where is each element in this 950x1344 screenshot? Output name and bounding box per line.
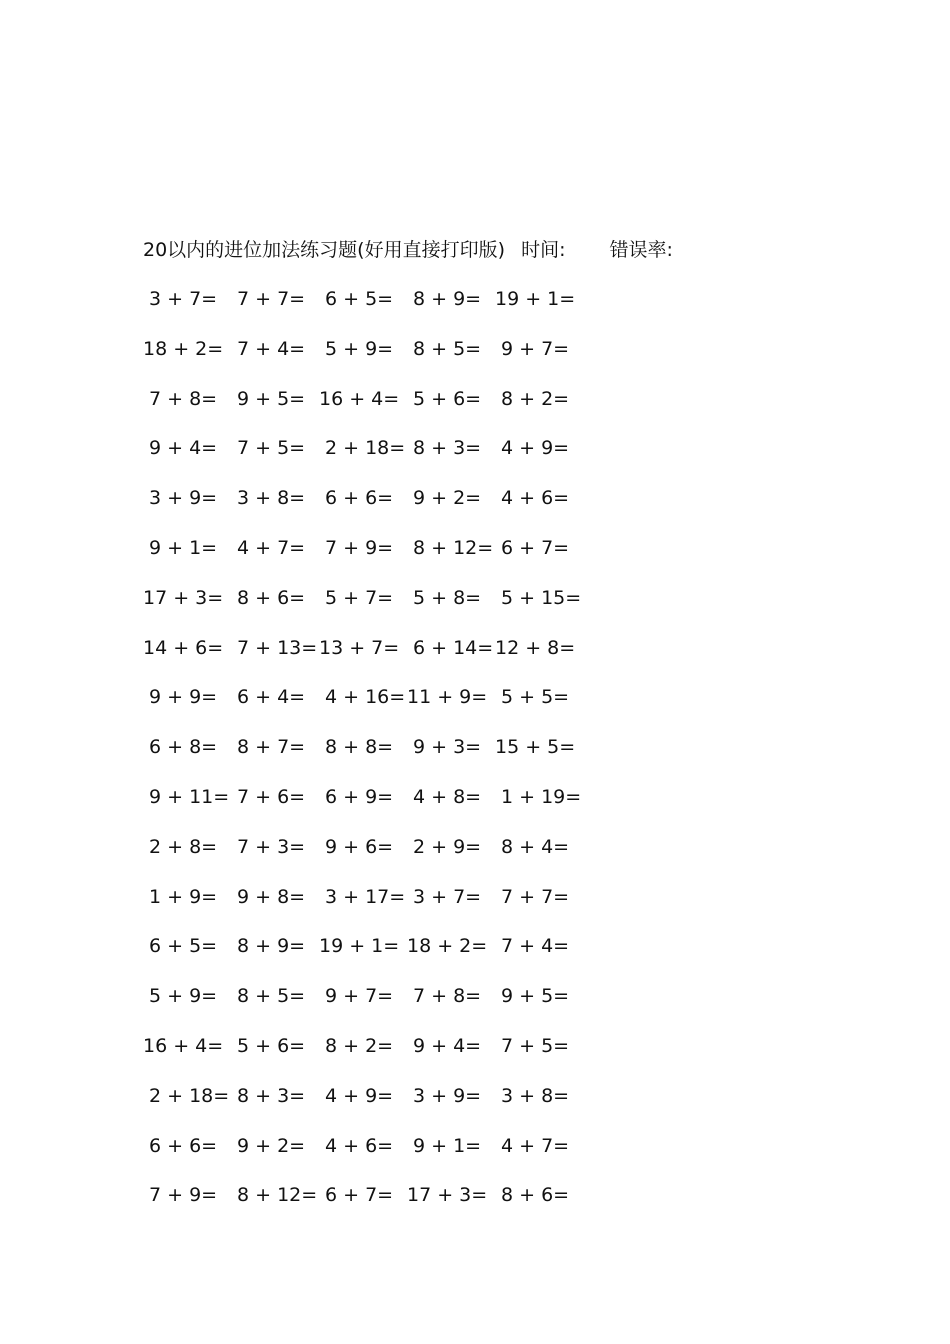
problem-cell: 8 + 12=: [413, 536, 494, 559]
problem-cell: 8 + 2=: [501, 387, 570, 410]
problem-cell: 3 + 8=: [237, 487, 306, 510]
problem-cell: 3 + 8=: [501, 1084, 570, 1107]
problem-cell: 9 + 9=: [149, 686, 218, 709]
problem-cell: 3 + 9=: [413, 1084, 482, 1107]
problem-row: [143, 1032, 623, 1082]
problem-cell: 9 + 8=: [237, 885, 306, 908]
problem-cell: 7 + 5=: [237, 437, 306, 460]
problem-row: [143, 385, 623, 435]
problem-cell: 8 + 4=: [501, 835, 570, 858]
problem-cell: 4 + 7=: [237, 536, 306, 559]
problem-cell: 9 + 1=: [413, 1134, 482, 1157]
problem-cell: 5 + 6=: [413, 387, 482, 410]
problem-cell: 9 + 1=: [149, 536, 218, 559]
problem-cell: 5 + 9=: [149, 985, 218, 1008]
problem-cell: 6 + 5=: [149, 935, 218, 958]
problem-cell: 15 + 5=: [495, 736, 576, 759]
problem-cell: 5 + 7=: [325, 586, 394, 609]
problem-row: [143, 1082, 623, 1132]
problem-cell: 12 + 8=: [495, 636, 576, 659]
problem-cell: 4 + 8=: [413, 785, 482, 808]
problem-row: [143, 484, 623, 534]
problem-cell: 4 + 7=: [501, 1134, 570, 1157]
problem-row: [143, 285, 623, 335]
problem-cell: 3 + 7=: [413, 885, 482, 908]
problem-row: [143, 982, 623, 1032]
problem-cell: 13 + 7=: [319, 636, 400, 659]
time-label: 时间:: [521, 239, 566, 261]
problem-cell: 5 + 6=: [237, 1034, 306, 1057]
problem-cell: 7 + 4=: [237, 337, 306, 360]
problem-cell: 1 + 9=: [149, 885, 218, 908]
problem-cell: 9 + 4=: [413, 1034, 482, 1057]
problem-cell: 8 + 8=: [325, 736, 394, 759]
problem-cell: 2 + 18=: [149, 1084, 230, 1107]
problem-cell: 18 + 2=: [143, 337, 224, 360]
problem-cell: 19 + 1=: [495, 288, 576, 310]
problem-cell: 6 + 14=: [413, 636, 494, 659]
problem-cell: 3 + 9=: [149, 487, 218, 510]
problem-cell: 7 + 7=: [237, 288, 306, 310]
problem-row: [143, 335, 623, 385]
problem-cell: 9 + 11=: [149, 785, 230, 808]
problem-cell: 4 + 6=: [501, 487, 570, 510]
problem-cell: 8 + 7=: [237, 736, 306, 759]
problem-row: [143, 1132, 623, 1182]
problem-cell: 7 + 8=: [413, 985, 482, 1008]
problem-cell: 18 + 2=: [407, 935, 488, 958]
problem-cell: 5 + 5=: [501, 686, 570, 709]
problem-row: [143, 783, 623, 833]
problem-cell: 8 + 3=: [413, 437, 482, 460]
error-rate-label: 错误率:: [609, 239, 673, 261]
problem-cell: 9 + 6=: [325, 835, 394, 858]
problem-cell: 7 + 8=: [149, 387, 218, 410]
problem-grid: [143, 285, 623, 1231]
problem-row: [143, 1181, 623, 1231]
problem-cell: 8 + 9=: [413, 288, 482, 310]
problem-cell: 6 + 8=: [149, 736, 218, 759]
problem-row: [143, 584, 623, 634]
problem-cell: 1 + 19=: [501, 785, 582, 808]
problem-cell: 7 + 6=: [237, 785, 306, 808]
problem-cell: 8 + 9=: [237, 935, 306, 958]
problem-cell: 11 + 9=: [407, 686, 488, 709]
problem-cell: 6 + 4=: [237, 686, 306, 709]
worksheet-header: [143, 236, 673, 264]
problem-cell: 6 + 7=: [325, 1184, 394, 1207]
problem-cell: 7 + 9=: [149, 1184, 218, 1207]
problem-cell: 4 + 9=: [501, 437, 570, 460]
problem-cell: 8 + 6=: [237, 586, 306, 609]
problem-cell: 7 + 4=: [501, 935, 570, 958]
problem-cell: 4 + 9=: [325, 1084, 394, 1107]
problem-row: [143, 434, 623, 484]
problem-cell: 7 + 13=: [237, 636, 318, 659]
problem-cell: 4 + 6=: [325, 1134, 394, 1157]
problem-cell: 5 + 8=: [413, 586, 482, 609]
problem-row: [143, 683, 623, 733]
problem-cell: 16 + 4=: [143, 1034, 224, 1057]
problem-cell: 3 + 17=: [325, 885, 406, 908]
problem-cell: 6 + 7=: [501, 536, 570, 559]
problem-cell: 6 + 9=: [325, 785, 394, 808]
problem-cell: 9 + 4=: [149, 437, 218, 460]
problem-cell: 9 + 2=: [413, 487, 482, 510]
problem-cell: 8 + 12=: [237, 1184, 318, 1207]
problem-row: [143, 634, 623, 684]
problem-cell: 7 + 9=: [325, 536, 394, 559]
problem-cell: 7 + 7=: [501, 885, 570, 908]
problem-cell: 7 + 5=: [501, 1034, 570, 1057]
problem-row: [143, 733, 623, 783]
problem-cell: 8 + 5=: [413, 337, 482, 360]
problem-cell: 17 + 3=: [407, 1184, 488, 1207]
problem-cell: 19 + 1=: [319, 935, 400, 958]
problem-row: [143, 534, 623, 584]
problem-row: [143, 883, 623, 933]
problem-cell: 5 + 15=: [501, 586, 582, 609]
problem-cell: 9 + 5=: [501, 985, 570, 1008]
problem-cell: 4 + 16=: [325, 686, 406, 709]
problem-cell: 9 + 7=: [325, 985, 394, 1008]
worksheet-title: 20以内的进位加法练习题(好用直接打印版): [143, 239, 506, 261]
problem-cell: 5 + 9=: [325, 337, 394, 360]
problem-cell: 9 + 2=: [237, 1134, 306, 1157]
problem-cell: 6 + 5=: [325, 288, 394, 310]
problem-cell: 2 + 8=: [149, 835, 218, 858]
problem-row: [143, 932, 623, 982]
problem-cell: 6 + 6=: [149, 1134, 218, 1157]
problem-cell: 8 + 5=: [237, 985, 306, 1008]
problem-cell: 8 + 6=: [501, 1184, 570, 1207]
problem-cell: 2 + 9=: [413, 835, 482, 858]
problem-cell: 6 + 6=: [325, 487, 394, 510]
problem-row: [143, 833, 623, 883]
problem-cell: 9 + 7=: [501, 337, 570, 360]
problem-cell: 16 + 4=: [319, 387, 400, 410]
problem-cell: 9 + 3=: [413, 736, 482, 759]
problem-cell: 2 + 18=: [325, 437, 406, 460]
problem-cell: 3 + 7=: [149, 288, 218, 310]
problem-cell: 9 + 5=: [237, 387, 306, 410]
problem-cell: 8 + 2=: [325, 1034, 394, 1057]
problem-cell: 8 + 3=: [237, 1084, 306, 1107]
problem-cell: 14 + 6=: [143, 636, 224, 659]
problem-cell: 17 + 3=: [143, 586, 224, 609]
problem-cell: 7 + 3=: [237, 835, 306, 858]
